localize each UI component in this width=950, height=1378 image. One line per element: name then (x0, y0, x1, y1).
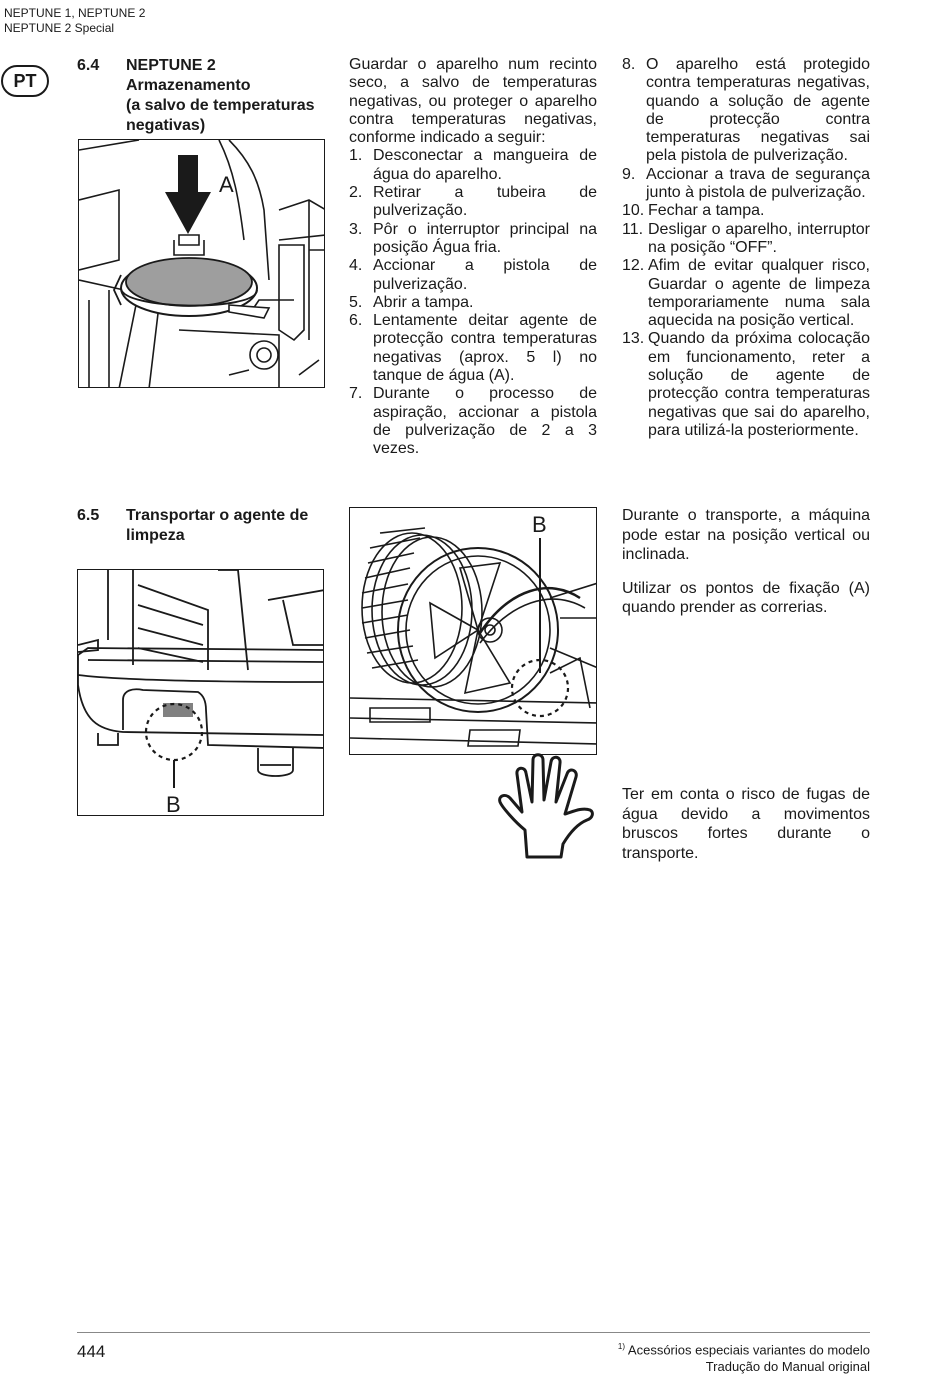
step-7: 7. Durante o processo de aspiração, accionar a pistola de pulverização de 2 a 3 vezes. (349, 385, 597, 458)
step-13: 13. Quando da próxima colocação em funcionamento, reter a solução de agente de protecção contra temperaturas negativas que sai do aparelho, para utilizá-la posteriormente. (622, 330, 870, 439)
step-6: 6. Lentamente deitar agente de protecção contra temperaturas negativas (aprox. 5 l) no tanque de água (A). (349, 312, 597, 385)
language-badge: PT (1, 65, 49, 97)
transport-para-1: Durante o transporte, a máquina pode estar na posição vertical ou inclinada. (622, 507, 870, 563)
section-6-4-column-left (349, 56, 597, 459)
transport-warning (622, 785, 870, 877)
footer-divider (77, 1332, 870, 1333)
transport-text (622, 506, 870, 632)
step-5: 5. Abrir a tampa. (349, 293, 474, 311)
step-11: 11. Desligar o aparelho, interruptor na posição “OFF”. (622, 220, 870, 256)
step-8: 8. O aparelho está protegido contra temperaturas negativas, quando a solução de agente de protecção contra temperaturas negativas sai pela pistola de pulverização. (622, 56, 870, 165)
step-12: 12. Afim de evitar qualquer risco, Guardar o agente de limpeza temporariamente numa sala aquecida na posição vertical. (622, 257, 870, 330)
section-6-4-column-right (622, 56, 870, 440)
header-model-line-1: NEPTUNE 1, NEPTUNE 2 (4, 6, 146, 20)
storage-intro: Guardar o aparelho num recinto seco, a salvo de temperaturas negativas, ou proteger o aparelho contra temperaturas negativas, conforme indicado a seguir: (349, 56, 597, 147)
footnote-mark: 1) (617, 1342, 626, 1351)
figure-label-a: A (219, 172, 234, 197)
step-3: 3. Pôr o interruptor principal na posição Água fria. (349, 220, 597, 256)
figure-left-label-b: B (166, 792, 181, 816)
figure-hose-reel (349, 507, 597, 755)
figure-machine-base (77, 569, 324, 816)
step-9: 9. Accionar a trava de segurança junto à pistola de pulverização. (622, 165, 870, 202)
footnote-text: Acessórios especiais variantes do modelo (627, 1342, 870, 1358)
step-4: 4. Accionar a pistola de pulverização. (349, 257, 597, 293)
step-1: 1. Desconectar a mangueira de água do aparelho. (349, 147, 597, 183)
figure-water-tank (78, 139, 325, 388)
footer-translation: Tradução do Manual original (705, 1359, 870, 1374)
transport-warning-text: Ter em conta o risco de fugas de água devido a movimentos bruscos fortes durante o transporte. (622, 786, 870, 862)
step-10: 10. Fechar a tampa. (622, 202, 765, 220)
footer-note (618, 1342, 870, 1357)
water-tank-illustration (79, 140, 325, 388)
machine-base-illustration (78, 570, 324, 816)
section-6-4-number: 6.4 (77, 57, 100, 74)
step-2: 2. Retirar a tubeira de pulverização. (349, 184, 597, 220)
transport-para-2: Utilizar os pontos de fixação (A) quando prender as correrias. (622, 579, 870, 616)
header-model-line-2: NEPTUNE 2 Special (4, 21, 115, 35)
figure-right-label-b: B (532, 512, 547, 537)
section-6-4-title: NEPTUNE 2 Armazenamento (a salvo de temperaturas negativas) (126, 57, 315, 134)
section-6-5-number: 6.5 (77, 507, 100, 524)
warning-hand-icon (497, 752, 597, 862)
section-6-5-title: Transportar o agente de limpeza (126, 507, 309, 544)
page-number: 444 (77, 1342, 106, 1361)
hose-reel-illustration (350, 508, 597, 755)
